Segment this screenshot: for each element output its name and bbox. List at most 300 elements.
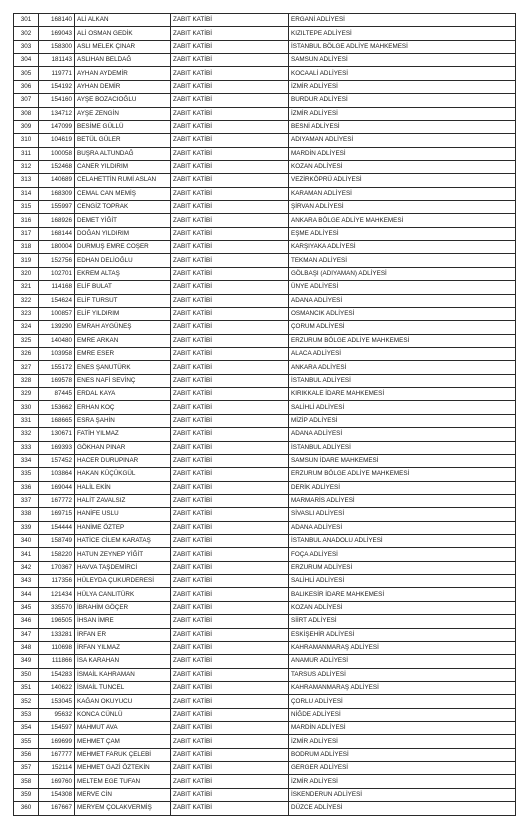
position-cell: ZABIT KATİBİ	[171, 307, 289, 320]
table-row	[14, 481, 516, 494]
registry-number-cell: 154444	[39, 521, 75, 534]
full-name-cell: HACER DURUPINAR	[75, 454, 171, 467]
table-row	[14, 134, 516, 147]
position-cell: ZABIT KATİBİ	[171, 748, 289, 761]
row-number-cell: 302	[14, 27, 39, 40]
full-name-cell: İSMAİL TUNCEL	[75, 681, 171, 694]
position-cell: ZABIT KATİBİ	[171, 735, 289, 748]
registry-number-cell: 168309	[39, 187, 75, 200]
row-number-cell: 319	[14, 254, 39, 267]
assigned-office-cell: SAMSUN İDARE MAHKEMESİ	[289, 454, 516, 467]
full-name-cell: FATİH YILMAZ	[75, 428, 171, 441]
assigned-office-cell: İSTANBUL ADLİYESİ	[289, 441, 516, 454]
registry-number-cell: 111866	[39, 655, 75, 668]
table-row	[14, 668, 516, 681]
registry-number-cell: 168926	[39, 214, 75, 227]
registry-number-cell: 139290	[39, 321, 75, 334]
table-row	[14, 748, 516, 761]
registry-number-cell: 158300	[39, 40, 75, 53]
row-number-cell: 327	[14, 361, 39, 374]
assigned-office-cell: ÇORUM ADLİYESİ	[289, 321, 516, 334]
registry-number-cell: 114168	[39, 281, 75, 294]
table-row	[14, 508, 516, 521]
full-name-cell: MEHMET ÇAM	[75, 735, 171, 748]
full-name-cell: CELAHETTİN RUMİ ASLAN	[75, 174, 171, 187]
position-cell: ZABIT KATİBİ	[171, 214, 289, 227]
full-name-cell: DEMET YİĞİT	[75, 214, 171, 227]
position-cell: ZABIT KATİBİ	[171, 788, 289, 801]
row-number-cell: 336	[14, 481, 39, 494]
table-row	[14, 775, 516, 788]
position-cell: ZABIT KATİBİ	[171, 494, 289, 507]
full-name-cell: HÜLYA CANLITÜRK	[75, 588, 171, 601]
assigned-office-cell: İZMİR ADLİYESİ	[289, 775, 516, 788]
position-cell: ZABIT KATİBİ	[171, 588, 289, 601]
table-row	[14, 548, 516, 561]
position-cell: ZABIT KATİBİ	[171, 668, 289, 681]
full-name-cell: BESİME GÜLLÜ	[75, 120, 171, 133]
table-row	[14, 388, 516, 401]
registry-number-cell: 130671	[39, 428, 75, 441]
position-cell: ZABIT KATİBİ	[171, 281, 289, 294]
table-row	[14, 307, 516, 320]
registry-number-cell: 168140	[39, 14, 75, 27]
registry-number-cell: 95632	[39, 708, 75, 721]
full-name-cell: ASLIHAN BELDAĞ	[75, 54, 171, 67]
registry-number-cell: 103864	[39, 468, 75, 481]
row-number-cell: 331	[14, 414, 39, 427]
position-cell: ZABIT KATİBİ	[171, 708, 289, 721]
position-cell: ZABIT KATİBİ	[171, 615, 289, 628]
row-number-cell: 308	[14, 107, 39, 120]
full-name-cell: ERHAN KOÇ	[75, 401, 171, 414]
row-number-cell: 358	[14, 775, 39, 788]
table-row	[14, 14, 516, 27]
table-row	[14, 321, 516, 334]
full-name-cell: CANER YILDIRIM	[75, 160, 171, 173]
position-cell: ZABIT KATİBİ	[171, 334, 289, 347]
row-number-cell: 320	[14, 267, 39, 280]
table-row	[14, 601, 516, 614]
registry-number-cell: 154160	[39, 94, 75, 107]
full-name-cell: İRFAN YILMAZ	[75, 641, 171, 654]
table-row	[14, 441, 516, 454]
full-name-cell: İRFAN ER	[75, 628, 171, 641]
row-number-cell: 309	[14, 120, 39, 133]
row-number-cell: 345	[14, 601, 39, 614]
assigned-office-cell: ÜNYE ADLİYESİ	[289, 281, 516, 294]
position-cell: ZABIT KATİBİ	[171, 414, 289, 427]
table-row	[14, 347, 516, 360]
registry-number-cell: 168665	[39, 414, 75, 427]
table-row	[14, 722, 516, 735]
full-name-cell: İBRAHİM GÖÇER	[75, 601, 171, 614]
assigned-office-cell: SALİHLİ ADLİYESİ	[289, 575, 516, 588]
full-name-cell: BUŞRA ALTUNDAĞ	[75, 147, 171, 160]
table-row	[14, 160, 516, 173]
row-number-cell: 330	[14, 401, 39, 414]
position-cell: ZABIT KATİBİ	[171, 468, 289, 481]
table-row	[14, 107, 516, 120]
position-cell: ZABIT KATİBİ	[171, 267, 289, 280]
registry-number-cell: 119771	[39, 67, 75, 80]
full-name-cell: ENES NAFİ SEVİNÇ	[75, 374, 171, 387]
registry-number-cell: 158749	[39, 535, 75, 548]
position-cell: ZABIT KATİBİ	[171, 775, 289, 788]
position-cell: ZABIT KATİBİ	[171, 388, 289, 401]
registry-number-cell: 169043	[39, 27, 75, 40]
full-name-cell: HALİT ZAVALSIZ	[75, 494, 171, 507]
assigned-office-cell: KOZAN ADLİYESİ	[289, 601, 516, 614]
assigned-office-cell: ERZURUM ADLİYESİ	[289, 561, 516, 574]
assignment-table	[13, 13, 516, 816]
table-row	[14, 588, 516, 601]
assigned-office-cell: SALİHLİ ADLİYESİ	[289, 401, 516, 414]
assigned-office-cell: ÇORLU ADLİYESİ	[289, 695, 516, 708]
table-row	[14, 187, 516, 200]
row-number-cell: 323	[14, 307, 39, 320]
position-cell: ZABIT KATİBİ	[171, 160, 289, 173]
row-number-cell: 351	[14, 681, 39, 694]
assigned-office-cell: İSTANBUL ADLİYESİ	[289, 374, 516, 387]
assigned-office-cell: BODRUM ADLİYESİ	[289, 748, 516, 761]
registry-number-cell: 140622	[39, 681, 75, 694]
row-number-cell: 357	[14, 762, 39, 775]
position-cell: ZABIT KATİBİ	[171, 722, 289, 735]
registry-number-cell: 155997	[39, 201, 75, 214]
row-number-cell: 350	[14, 668, 39, 681]
registry-number-cell: 152756	[39, 254, 75, 267]
full-name-cell: MAHMUT AVA	[75, 722, 171, 735]
full-name-cell: HATİCE CİLEM KARATAŞ	[75, 535, 171, 548]
row-number-cell: 314	[14, 187, 39, 200]
registry-number-cell: 100857	[39, 307, 75, 320]
registry-number-cell: 140689	[39, 174, 75, 187]
assigned-office-cell: DERİK ADLİYESİ	[289, 481, 516, 494]
assigned-office-cell: ADANA ADLİYESİ	[289, 294, 516, 307]
table-row	[14, 147, 516, 160]
row-number-cell: 338	[14, 508, 39, 521]
table-row	[14, 227, 516, 240]
full-name-cell: MERYEM ÇOLAKVERMİŞ	[75, 802, 171, 815]
registry-number-cell: 170367	[39, 561, 75, 574]
position-cell: ZABIT KATİBİ	[171, 241, 289, 254]
position-cell: ZABIT KATİBİ	[171, 802, 289, 815]
row-number-cell: 316	[14, 214, 39, 227]
assigned-office-cell: OSMANCIK ADLİYESİ	[289, 307, 516, 320]
registry-number-cell: 169715	[39, 508, 75, 521]
row-number-cell: 359	[14, 788, 39, 801]
position-cell: ZABIT KATİBİ	[171, 548, 289, 561]
row-number-cell: 321	[14, 281, 39, 294]
row-number-cell: 313	[14, 174, 39, 187]
table-row	[14, 27, 516, 40]
position-cell: ZABIT KATİBİ	[171, 454, 289, 467]
table-row	[14, 681, 516, 694]
table-row	[14, 254, 516, 267]
assigned-office-cell: ADIYAMAN ADLİYESİ	[289, 134, 516, 147]
registry-number-cell: 147099	[39, 120, 75, 133]
assigned-office-cell: ADANA ADLİYESİ	[289, 428, 516, 441]
full-name-cell: AYHAN DEMİR	[75, 80, 171, 93]
row-number-cell: 349	[14, 655, 39, 668]
full-name-cell: HALİL EKİN	[75, 481, 171, 494]
full-name-cell: ERDAL KAYA	[75, 388, 171, 401]
assigned-office-cell: BALIKESİR İDARE MAHKEMESİ	[289, 588, 516, 601]
row-number-cell: 306	[14, 80, 39, 93]
full-name-cell: DOĞAN YILDIRIM	[75, 227, 171, 240]
row-number-cell: 332	[14, 428, 39, 441]
full-name-cell: CEMAL CAN MEMİŞ	[75, 187, 171, 200]
full-name-cell: GÖKHAN PINAR	[75, 441, 171, 454]
full-name-cell: İHSAN İMRE	[75, 615, 171, 628]
row-number-cell: 360	[14, 802, 39, 815]
registry-number-cell: 104619	[39, 134, 75, 147]
row-number-cell: 347	[14, 628, 39, 641]
registry-number-cell: 154283	[39, 668, 75, 681]
full-name-cell: ALİ ALKAN	[75, 14, 171, 27]
table-row	[14, 67, 516, 80]
table-body	[14, 14, 516, 816]
registry-number-cell: 167772	[39, 494, 75, 507]
assigned-office-cell: BURDUR ADLİYESİ	[289, 94, 516, 107]
registry-number-cell: 102701	[39, 267, 75, 280]
position-cell: ZABIT KATİBİ	[171, 481, 289, 494]
table-row	[14, 695, 516, 708]
table-row	[14, 575, 516, 588]
table-row	[14, 521, 516, 534]
registry-number-cell: 110698	[39, 641, 75, 654]
row-number-cell: 305	[14, 67, 39, 80]
full-name-cell: ENES ŞANUTÜRK	[75, 361, 171, 374]
table-row	[14, 708, 516, 721]
position-cell: ZABIT KATİBİ	[171, 441, 289, 454]
assigned-office-cell: KIZILTEPE ADLİYESİ	[289, 27, 516, 40]
assigned-office-cell: DÜZCE ADLİYESİ	[289, 802, 516, 815]
position-cell: ZABIT KATİBİ	[171, 40, 289, 53]
position-cell: ZABIT KATİBİ	[171, 347, 289, 360]
position-cell: ZABIT KATİBİ	[171, 361, 289, 374]
assigned-office-cell: KAHRAMANMARAŞ ADLİYESİ	[289, 681, 516, 694]
registry-number-cell: 167777	[39, 748, 75, 761]
row-number-cell: 343	[14, 575, 39, 588]
row-number-cell: 304	[14, 54, 39, 67]
assigned-office-cell: ERZURUM BÖLGE ADLİYE MAHKEMESİ	[289, 468, 516, 481]
table-row	[14, 80, 516, 93]
position-cell: ZABIT KATİBİ	[171, 535, 289, 548]
assigned-office-cell: ADANA ADLİYESİ	[289, 521, 516, 534]
table-row	[14, 414, 516, 427]
row-number-cell: 333	[14, 441, 39, 454]
row-number-cell: 318	[14, 241, 39, 254]
position-cell: ZABIT KATİBİ	[171, 201, 289, 214]
table-row	[14, 628, 516, 641]
registry-number-cell: 158220	[39, 548, 75, 561]
row-number-cell: 301	[14, 14, 39, 27]
row-number-cell: 352	[14, 695, 39, 708]
position-cell: ZABIT KATİBİ	[171, 521, 289, 534]
full-name-cell: İSMAİL KAHRAMAN	[75, 668, 171, 681]
full-name-cell: DURMUŞ EMRE COŞER	[75, 241, 171, 254]
row-number-cell: 307	[14, 94, 39, 107]
assigned-office-cell: KAHRAMANMARAŞ ADLİYESİ	[289, 641, 516, 654]
table-row	[14, 241, 516, 254]
position-cell: ZABIT KATİBİ	[171, 401, 289, 414]
full-name-cell: ASLI MELEK ÇINAR	[75, 40, 171, 53]
full-name-cell: KONCA CÜNLÜ	[75, 708, 171, 721]
registry-number-cell: 169699	[39, 735, 75, 748]
row-number-cell: 356	[14, 748, 39, 761]
position-cell: ZABIT KATİBİ	[171, 561, 289, 574]
registry-number-cell: 169578	[39, 374, 75, 387]
position-cell: ZABIT KATİBİ	[171, 321, 289, 334]
table-row	[14, 655, 516, 668]
table-row	[14, 201, 516, 214]
table-row	[14, 535, 516, 548]
table-row	[14, 54, 516, 67]
registry-number-cell: 121434	[39, 588, 75, 601]
row-number-cell: 303	[14, 40, 39, 53]
position-cell: ZABIT KATİBİ	[171, 107, 289, 120]
position-cell: ZABIT KATİBİ	[171, 294, 289, 307]
full-name-cell: EKREM ALTAŞ	[75, 267, 171, 280]
table-row	[14, 174, 516, 187]
full-name-cell: ELİF BULAT	[75, 281, 171, 294]
row-number-cell: 354	[14, 722, 39, 735]
position-cell: ZABIT KATİBİ	[171, 681, 289, 694]
assigned-office-cell: EŞME ADLİYESİ	[289, 227, 516, 240]
full-name-cell: CENGİZ TOPRAK	[75, 201, 171, 214]
assigned-office-cell: ERGANİ ADLİYESİ	[289, 14, 516, 27]
table-row	[14, 374, 516, 387]
full-name-cell: HÜLEYDA ÇUKURDERESİ	[75, 575, 171, 588]
row-number-cell: 315	[14, 201, 39, 214]
position-cell: ZABIT KATİBİ	[171, 695, 289, 708]
row-number-cell: 339	[14, 521, 39, 534]
full-name-cell: HATUN ZEYNEP YİĞİT	[75, 548, 171, 561]
assigned-office-cell: SİİRT ADLİYESİ	[289, 615, 516, 628]
row-number-cell: 335	[14, 468, 39, 481]
row-number-cell: 322	[14, 294, 39, 307]
assigned-office-cell: GÖLBAŞI (ADIYAMAN) ADLİYESİ	[289, 267, 516, 280]
row-number-cell: 353	[14, 708, 39, 721]
table-row	[14, 762, 516, 775]
registry-number-cell: 87445	[39, 388, 75, 401]
full-name-cell: MEHMET GAZİ ÖZTEKİN	[75, 762, 171, 775]
full-name-cell: HANİME ÖZTEP	[75, 521, 171, 534]
assigned-office-cell: TARSUS ADLİYESİ	[289, 668, 516, 681]
registry-number-cell: 168144	[39, 227, 75, 240]
table-row	[14, 468, 516, 481]
assigned-office-cell: İZMİR ADLİYESİ	[289, 735, 516, 748]
full-name-cell: HAKAN KÜÇÜKGÜL	[75, 468, 171, 481]
table-row	[14, 40, 516, 53]
position-cell: ZABIT KATİBİ	[171, 174, 289, 187]
table-row	[14, 281, 516, 294]
assigned-office-cell: ANKARA ADLİYESİ	[289, 361, 516, 374]
row-number-cell: 334	[14, 454, 39, 467]
full-name-cell: EMRAH AYGÜNEŞ	[75, 321, 171, 334]
full-name-cell: HAVVA TAŞDEMİRCİ	[75, 561, 171, 574]
full-name-cell: EMRE ARKAN	[75, 334, 171, 347]
table-row	[14, 334, 516, 347]
assigned-office-cell: VEZİRKÖPRÜ ADLİYESİ	[289, 174, 516, 187]
registry-number-cell: 154624	[39, 294, 75, 307]
registry-number-cell: 153662	[39, 401, 75, 414]
row-number-cell: 329	[14, 388, 39, 401]
row-number-cell: 328	[14, 374, 39, 387]
assigned-office-cell: KIRIKKALE İDARE MAHKEMESİ	[289, 388, 516, 401]
table-row	[14, 401, 516, 414]
assigned-office-cell: NİĞDE ADLİYESİ	[289, 708, 516, 721]
row-number-cell: 344	[14, 588, 39, 601]
row-number-cell: 326	[14, 347, 39, 360]
row-number-cell: 337	[14, 494, 39, 507]
full-name-cell: KAĞAN OKUYUCU	[75, 695, 171, 708]
full-name-cell: EMRE ESER	[75, 347, 171, 360]
row-number-cell: 342	[14, 561, 39, 574]
assigned-office-cell: TEKMAN ADLİYESİ	[289, 254, 516, 267]
assigned-office-cell: GERGER ADLİYESİ	[289, 762, 516, 775]
position-cell: ZABIT KATİBİ	[171, 762, 289, 775]
position-cell: ZABIT KATİBİ	[171, 628, 289, 641]
position-cell: ZABIT KATİBİ	[171, 641, 289, 654]
table-row	[14, 294, 516, 307]
position-cell: ZABIT KATİBİ	[171, 575, 289, 588]
table-row	[14, 641, 516, 654]
position-cell: ZABIT KATİBİ	[171, 227, 289, 240]
registry-number-cell: 103958	[39, 347, 75, 360]
registry-number-cell: 169760	[39, 775, 75, 788]
registry-number-cell: 152468	[39, 160, 75, 173]
registry-number-cell: 169393	[39, 441, 75, 454]
full-name-cell: ESRA ŞAHİN	[75, 414, 171, 427]
table-row	[14, 802, 516, 815]
assigned-office-cell: MİZİP ADLİYESİ	[289, 414, 516, 427]
assigned-office-cell: MARMARİS ADLİYESİ	[289, 494, 516, 507]
position-cell: ZABIT KATİBİ	[171, 374, 289, 387]
full-name-cell: MELTEM EGE TUFAN	[75, 775, 171, 788]
table-row	[14, 267, 516, 280]
assigned-office-cell: ESKİŞEHİR ADLİYESİ	[289, 628, 516, 641]
row-number-cell: 310	[14, 134, 39, 147]
full-name-cell: BETÜL GÜLER	[75, 134, 171, 147]
row-number-cell: 346	[14, 615, 39, 628]
registry-number-cell: 157452	[39, 454, 75, 467]
assigned-office-cell: MARDİN ADLİYESİ	[289, 147, 516, 160]
assigned-office-cell: ERZURUM BÖLGE ADLİYE MAHKEMESİ	[289, 334, 516, 347]
registry-number-cell: 169044	[39, 481, 75, 494]
registry-number-cell: 167667	[39, 802, 75, 815]
position-cell: ZABIT KATİBİ	[171, 67, 289, 80]
table-row	[14, 788, 516, 801]
row-number-cell: 348	[14, 641, 39, 654]
registry-number-cell: 153045	[39, 695, 75, 708]
row-number-cell: 312	[14, 160, 39, 173]
position-cell: ZABIT KATİBİ	[171, 187, 289, 200]
full-name-cell: ELİF YILDIRIM	[75, 307, 171, 320]
table-row	[14, 361, 516, 374]
position-cell: ZABIT KATİBİ	[171, 54, 289, 67]
assigned-office-cell: ŞİRVAN ADLİYESİ	[289, 201, 516, 214]
registry-number-cell: 196505	[39, 615, 75, 628]
assigned-office-cell: SAMSUN ADLİYESİ	[289, 54, 516, 67]
assigned-office-cell: İSKENDERUN ADLİYESİ	[289, 788, 516, 801]
position-cell: ZABIT KATİBİ	[171, 428, 289, 441]
row-number-cell: 340	[14, 535, 39, 548]
registry-number-cell: 181143	[39, 54, 75, 67]
full-name-cell: AYHAN AYDEMİR	[75, 67, 171, 80]
